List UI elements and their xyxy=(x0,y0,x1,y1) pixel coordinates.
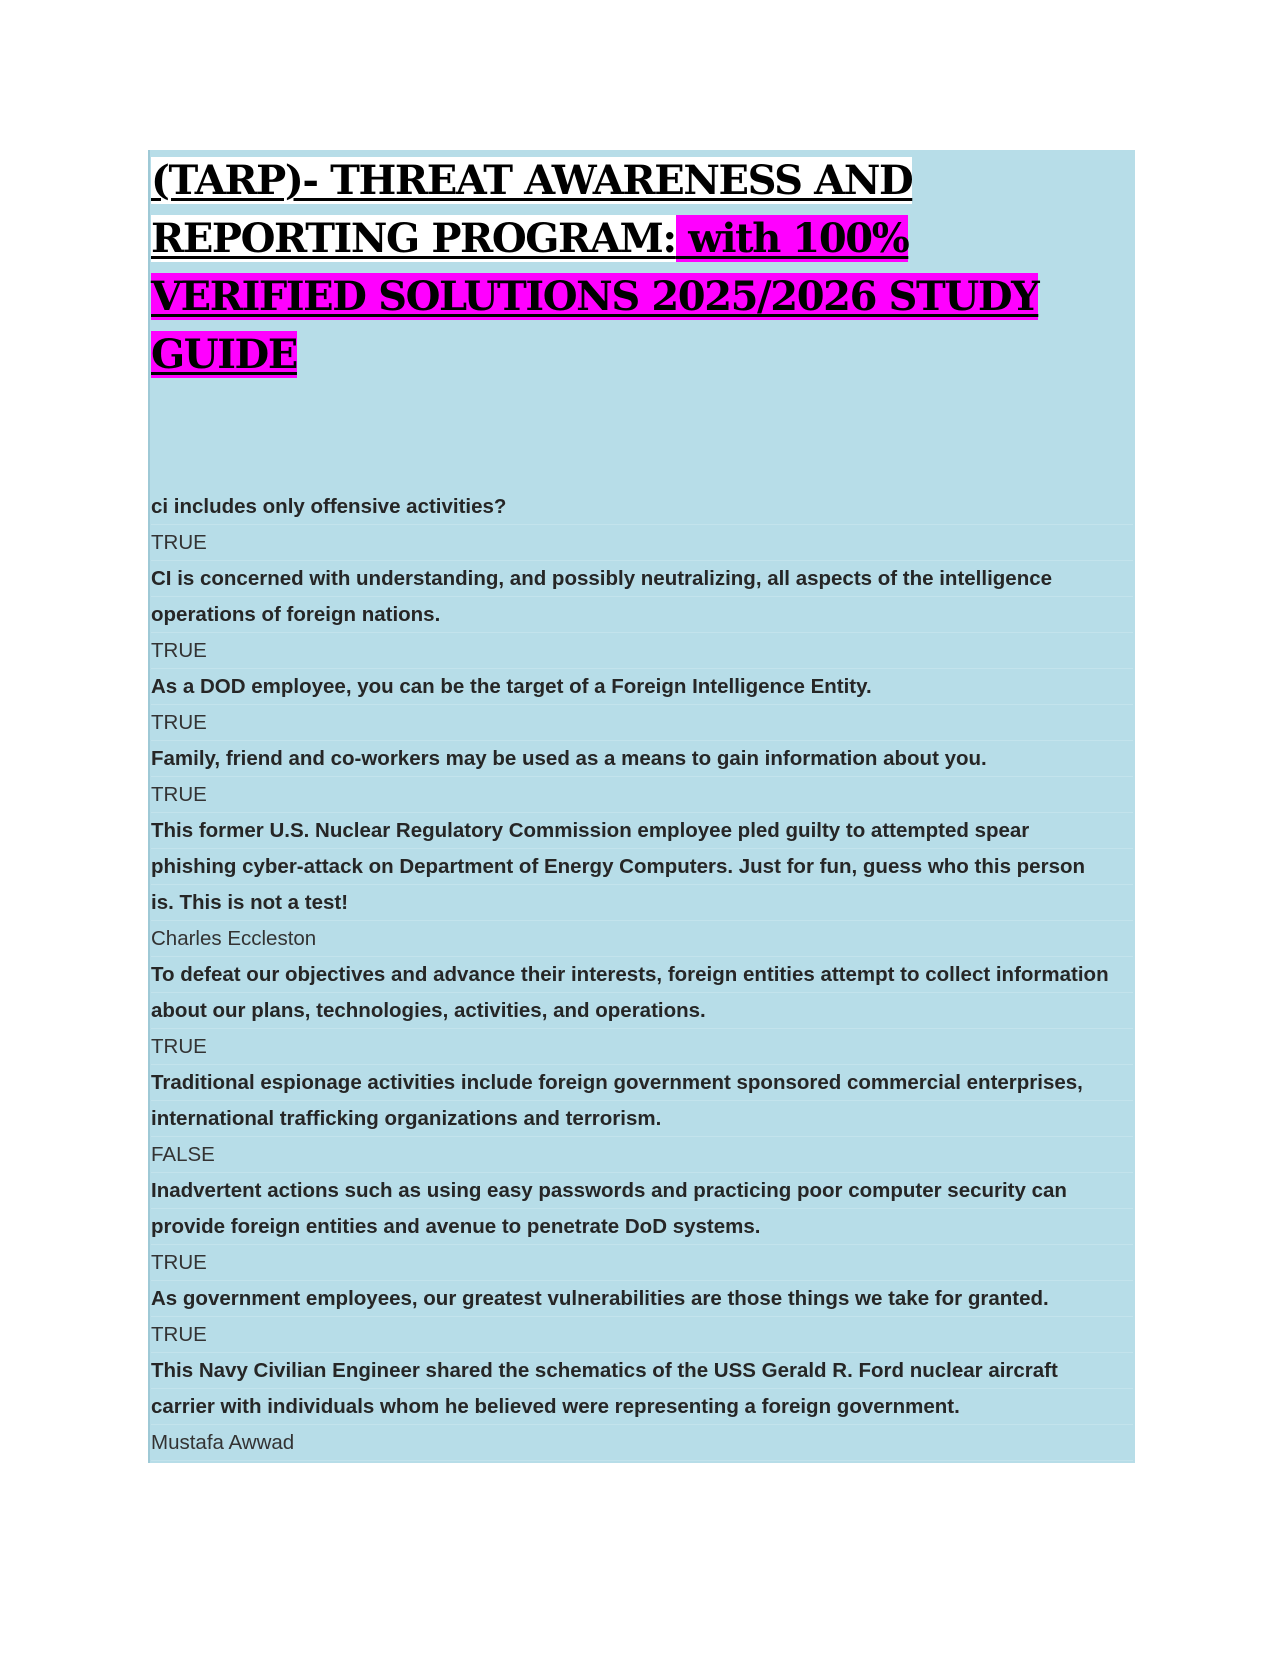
question-line: ci includes only offensive activities? xyxy=(151,489,1133,525)
question-line: Inadvertent actions such as using easy passwords and practicing poor computer security can xyxy=(151,1173,1133,1209)
title-plain-text: (TARP)- THREAT AWARENESS AND REPORTING PROGRAM: xyxy=(151,157,913,262)
answer-line: TRUE xyxy=(151,1029,1133,1065)
question-line: is. This is not a test! xyxy=(151,885,1133,921)
answer-line: TRUE xyxy=(151,1317,1133,1353)
question-line: To defeat our objectives and advance their interests, foreign entities attempt to collect information xyxy=(151,957,1133,993)
answer-line: TRUE xyxy=(151,777,1133,813)
question-line: international trafficking organizations and terrorism. xyxy=(151,1101,1133,1137)
answer-line: TRUE xyxy=(151,633,1133,669)
question-line: CI is concerned with understanding, and possibly neutralizing, all aspects of the intelligence xyxy=(151,561,1133,597)
question-line: As a DOD employee, you can be the target of a Foreign Intelligence Entity. xyxy=(151,669,1133,705)
question-line: phishing cyber-attack on Department of Energy Computers. Just for fun, guess who this person xyxy=(151,849,1133,885)
title-highlighted-text: with 100% VERIFIED SOLUTIONS 2025/2026 STUDY GUIDE xyxy=(151,215,1039,378)
question-line: Traditional espionage activities include foreign government sponsored commercial enterprises, xyxy=(151,1065,1133,1101)
question-line: This Navy Civilian Engineer shared the schematics of the USS Gerald R. Ford nuclear aircraft xyxy=(151,1353,1133,1389)
answer-line: TRUE xyxy=(151,525,1133,561)
answer-line: Mustafa Awwad xyxy=(151,1425,1133,1461)
document-title xyxy=(151,152,1111,384)
question-answer-list xyxy=(151,489,1133,1461)
question-line: operations of foreign nations. xyxy=(151,597,1133,633)
answer-line: Charles Eccleston xyxy=(151,921,1133,957)
question-line: As government employees, our greatest vulnerabilities are those things we take for granted. xyxy=(151,1281,1133,1317)
answer-line: TRUE xyxy=(151,1245,1133,1281)
question-line: provide foreign entities and avenue to penetrate DoD systems. xyxy=(151,1209,1133,1245)
question-line: carrier with individuals whom he believed were representing a foreign government. xyxy=(151,1389,1133,1425)
question-line: Family, friend and co-workers may be used as a means to gain information about you. xyxy=(151,741,1133,777)
answer-line: FALSE xyxy=(151,1137,1133,1173)
question-line: about our plans, technologies, activities, and operations. xyxy=(151,993,1133,1029)
question-line: This former U.S. Nuclear Regulatory Commission employee pled guilty to attempted spear xyxy=(151,813,1133,849)
panel-left-border xyxy=(148,150,150,1463)
answer-line: TRUE xyxy=(151,705,1133,741)
